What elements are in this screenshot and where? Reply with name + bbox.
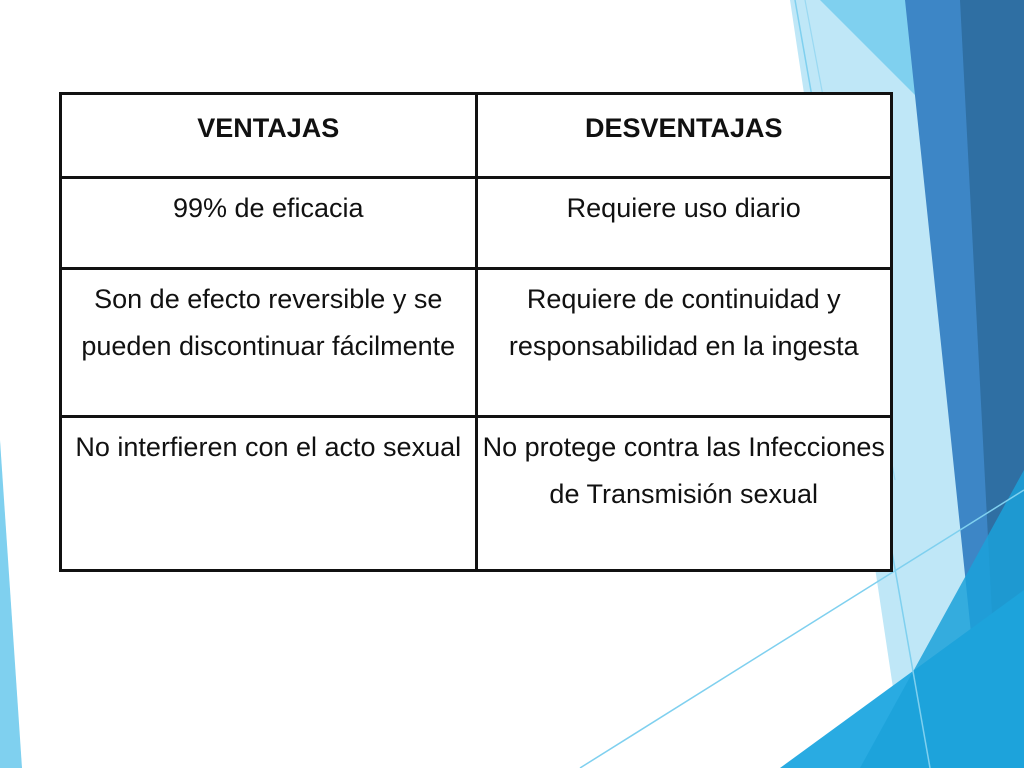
comparison-table — [59, 92, 893, 572]
left-edge-shape — [0, 440, 22, 768]
table-header-row — [61, 94, 892, 178]
table-row — [61, 269, 892, 417]
table-row — [61, 417, 892, 571]
cell-desventaja: Requiere de continuidad y responsabilidad en la ingesta — [476, 269, 892, 417]
cell-desventaja: No protege contra las Infecciones de Transmisión sexual — [476, 417, 892, 571]
header-ventajas: VENTAJAS — [61, 94, 477, 178]
cell-ventaja: Son de efecto reversible y se pueden discontinuar fácilmente — [61, 269, 477, 417]
header-desventajas: DESVENTAJAS — [476, 94, 892, 178]
table-row — [61, 178, 892, 269]
cell-ventaja: 99% de eficacia — [61, 178, 477, 269]
cell-ventaja: No interfieren con el acto sexual — [61, 417, 477, 571]
cell-desventaja: Requiere uso diario — [476, 178, 892, 269]
